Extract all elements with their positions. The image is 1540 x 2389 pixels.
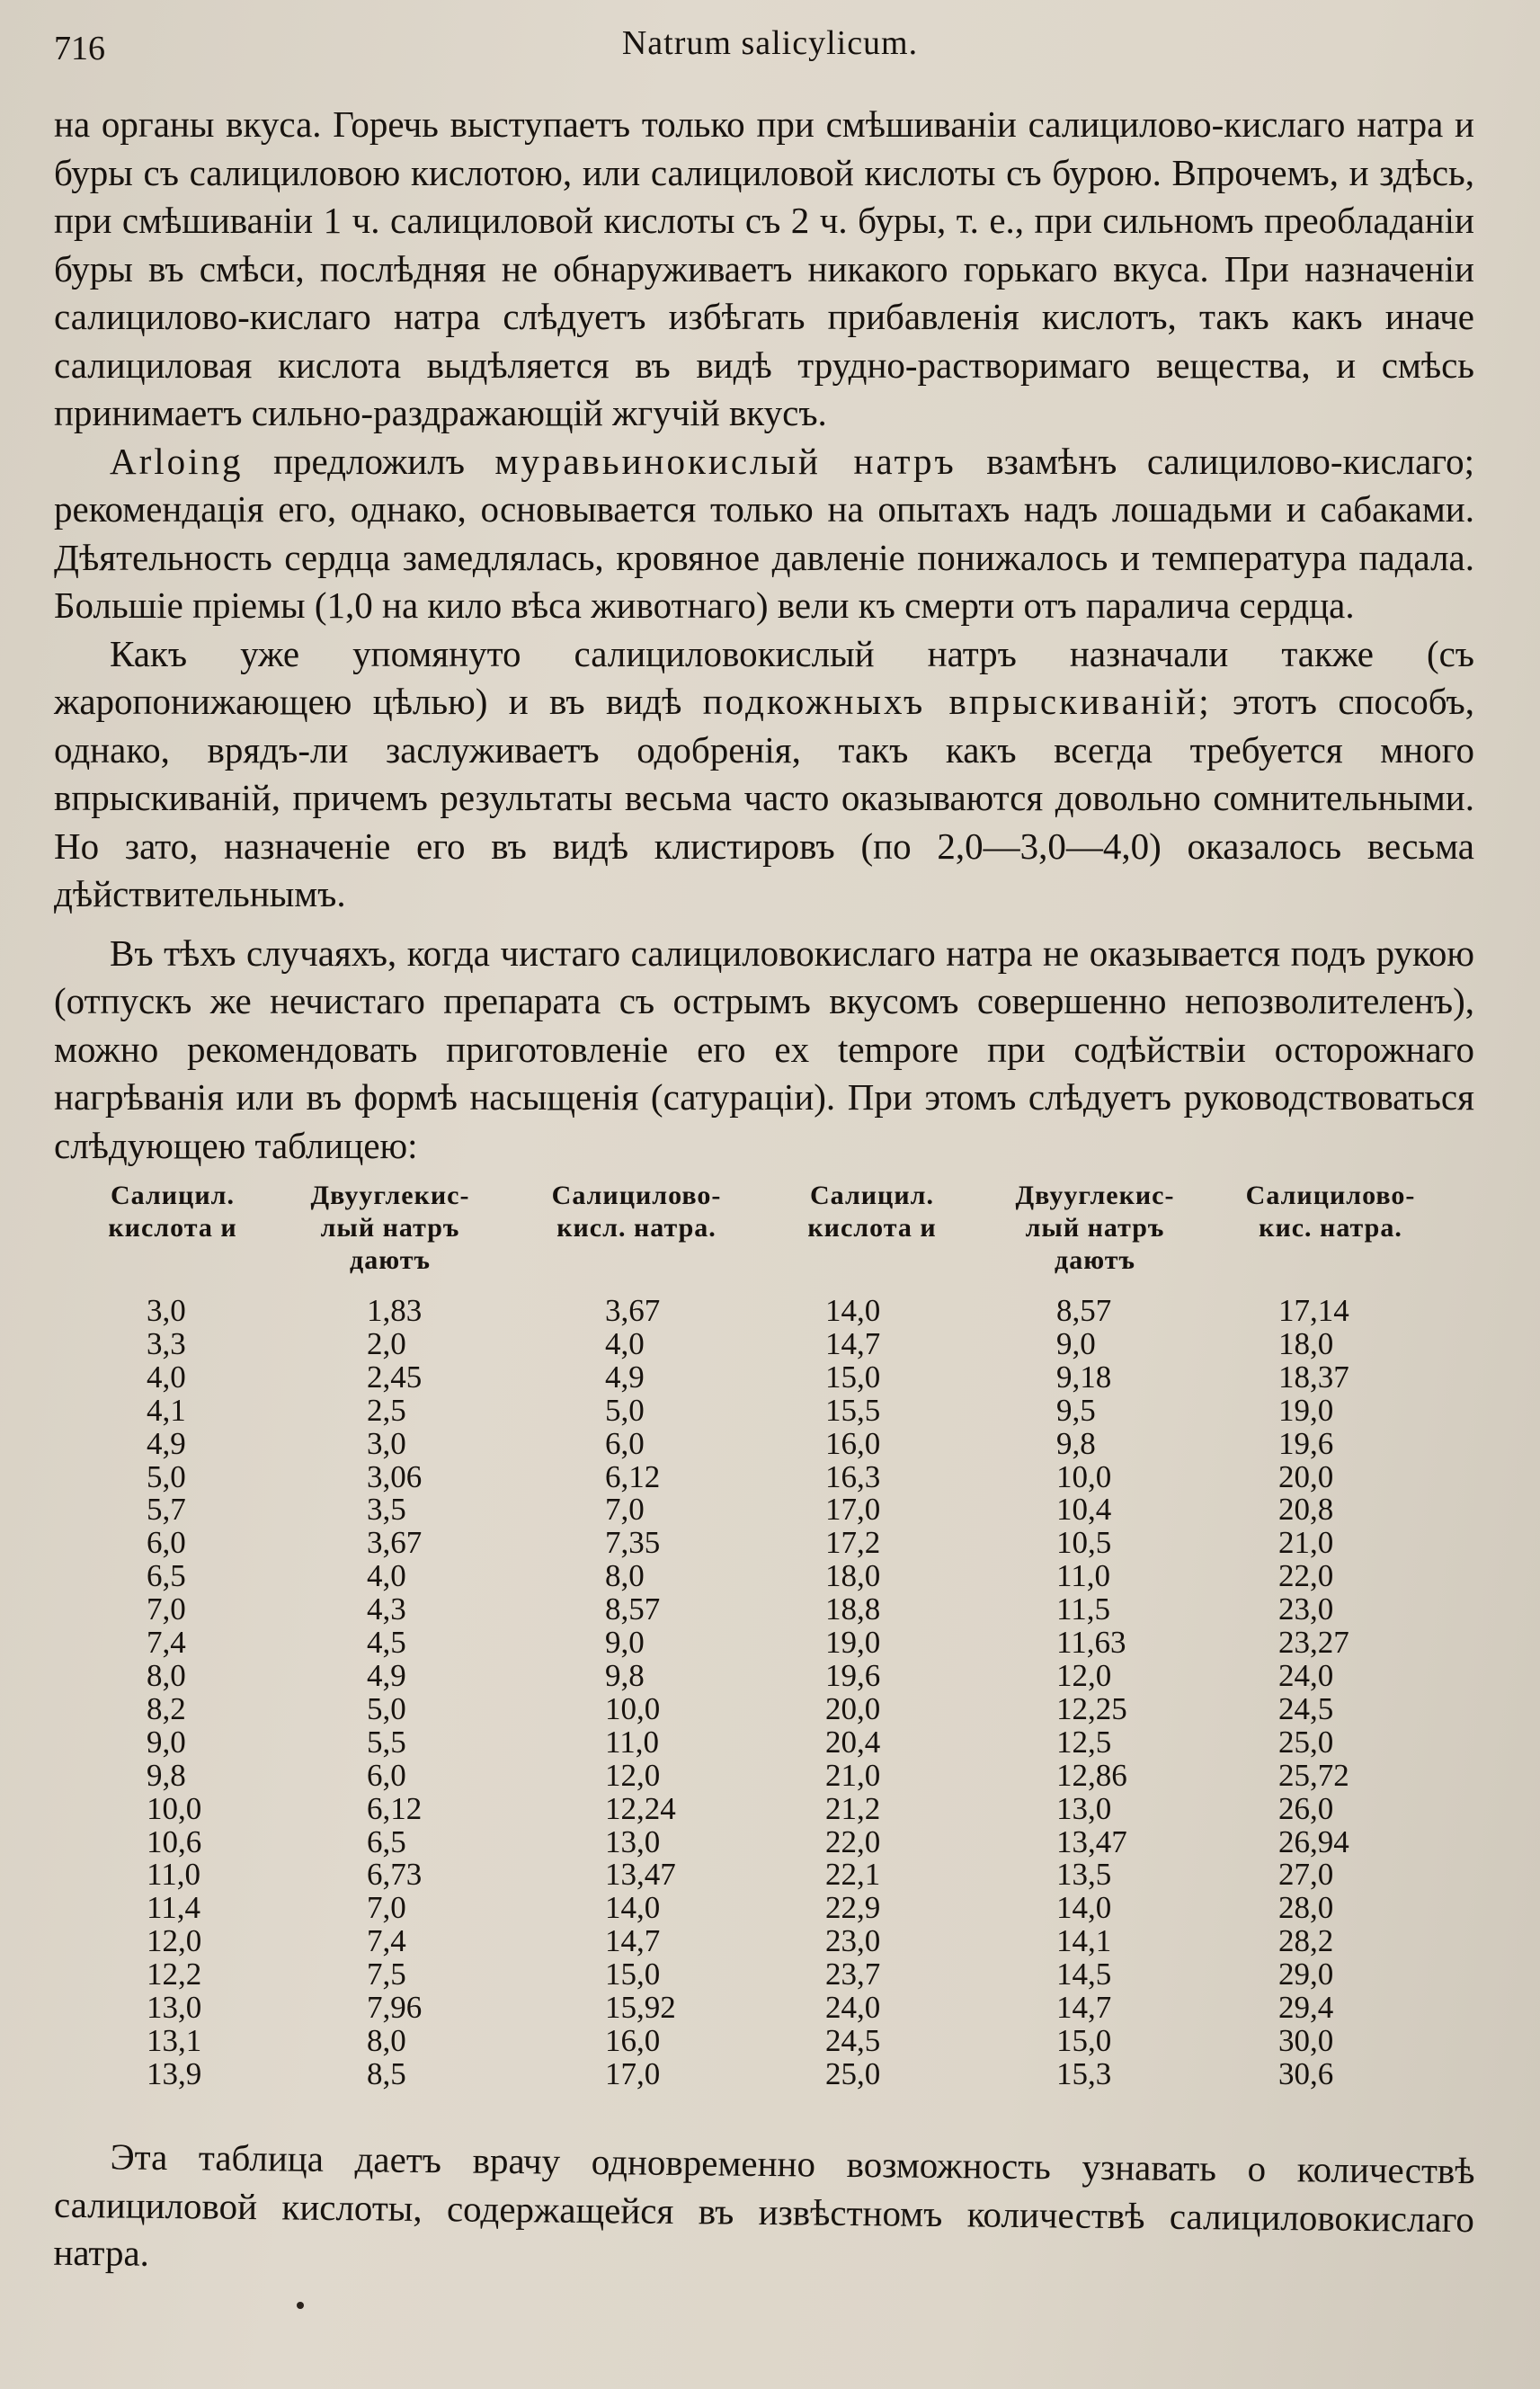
table-cell: 20,8 xyxy=(1278,1492,1334,1528)
table-cell: 4,9 xyxy=(367,1657,406,1693)
table-cell: 13,1 xyxy=(147,2022,202,2058)
table-cell: 23,7 xyxy=(825,1957,881,1992)
closing-text: Эта таблица даетъ врачу одновременно возможность узнавать о количествѣ салициловой кислоты, содержащейся въ извѣстномъ количествѣ салициловокислаго натра. xyxy=(53,2135,1475,2274)
table-cell: 11,63 xyxy=(1056,1625,1126,1661)
table-cell: 4,0 xyxy=(367,1558,406,1594)
conversion-table xyxy=(106,1180,1446,2106)
table-cell: 7,0 xyxy=(147,1591,186,1627)
table-cell: 28,2 xyxy=(1278,1923,1334,1959)
table-cell: 6,12 xyxy=(367,1790,423,1826)
table-cell: 13,5 xyxy=(1056,1857,1112,1893)
emphasized-term: подкожныхъ впрыскиванiй; xyxy=(702,681,1212,722)
table-cell: 17,2 xyxy=(825,1525,881,1561)
table-cell: 27,0 xyxy=(1278,1857,1334,1893)
table-cell: 13,0 xyxy=(605,1823,661,1859)
table-cell: 23,27 xyxy=(1278,1625,1349,1661)
table-cell: 6,0 xyxy=(605,1425,645,1461)
table-cell: 20,0 xyxy=(825,1690,881,1726)
table-cell: 15,3 xyxy=(1056,2055,1112,2091)
table-cell: 3,5 xyxy=(367,1492,406,1528)
table-cell: 14,0 xyxy=(825,1293,881,1328)
table-cell: 3,67 xyxy=(605,1293,661,1328)
table-cell: 16,0 xyxy=(605,2022,661,2058)
running-title: Natrum salicylicum. xyxy=(621,24,919,62)
table-cell: 2,0 xyxy=(367,1325,406,1361)
table-cell: 11,0 xyxy=(1056,1558,1110,1594)
column-header: Двууглекис- лый натръ даютъ xyxy=(310,1181,470,1275)
table-cell: 9,8 xyxy=(605,1657,645,1693)
table-cell: 30,6 xyxy=(1278,2055,1334,2091)
table-cell: 4,1 xyxy=(147,1392,186,1428)
table-cell: 7,0 xyxy=(367,1890,406,1926)
body-text xyxy=(54,101,1474,1170)
table-cell: 14,1 xyxy=(1056,1923,1112,1959)
table-cell: 5,0 xyxy=(147,1458,186,1494)
table-cell: 19,0 xyxy=(1278,1392,1334,1428)
ink-speck xyxy=(297,2302,304,2309)
table-cell: 15,5 xyxy=(825,1392,881,1428)
table-cell: 12,0 xyxy=(147,1923,202,1959)
table-cell: 7,35 xyxy=(605,1525,661,1561)
paragraph-2 xyxy=(54,438,1474,630)
table-cell: 24,0 xyxy=(1278,1657,1334,1693)
table-cell: 13,47 xyxy=(1056,1823,1127,1859)
table-cell: 11,5 xyxy=(1056,1591,1110,1627)
table-column xyxy=(147,1295,201,2091)
table-cell: 8,2 xyxy=(147,1690,186,1726)
table-cell: 24,0 xyxy=(825,1990,881,2026)
table-cell: 5,7 xyxy=(147,1492,186,1528)
table-cell: 10,4 xyxy=(1056,1492,1112,1528)
table-cell: 14,0 xyxy=(605,1890,661,1926)
table-cell: 24,5 xyxy=(1278,1690,1334,1726)
table-cell: 26,94 xyxy=(1278,1823,1349,1859)
table-cell: 16,0 xyxy=(825,1425,881,1461)
table-cell: 19,6 xyxy=(1278,1425,1334,1461)
table-cell: 2,5 xyxy=(367,1392,406,1428)
table-cell: 10,0 xyxy=(147,1790,202,1826)
table-cell: 13,47 xyxy=(605,1857,676,1893)
table-cell: 12,0 xyxy=(605,1757,661,1793)
table-cell: 14,7 xyxy=(1056,1990,1112,2026)
table-cell: 16,3 xyxy=(825,1458,881,1494)
table-cell: 6,5 xyxy=(367,1823,406,1859)
table-column xyxy=(1278,1295,1349,2091)
table-cell: 13,0 xyxy=(1056,1790,1112,1826)
table-cell: 21,0 xyxy=(1278,1525,1334,1561)
table-cell: 9,5 xyxy=(1056,1392,1096,1428)
paragraph-1: на органы вкуса. Горечь выступаетъ только при смѣшиванiи салицилово-кислаго натра и буры съ салициловою кислотою, или салициловой кислоты съ бурою. Впрочемъ, и здѣсь, при смѣшиванiи 1 ч. салициловой кислоты съ 2 ч. буры, т. е., при сильномъ преобладанiи буры въ смѣси, послѣдняя не обнаруживаетъ никакого горькаго вкуса. При назначенiи салицилово-кислаго натра слѣдуетъ избѣгать прибавленiя кислотъ, такъ какъ иначе салициловая кислота выдѣляется въ видѣ трудно-растворимаго вещества, и смѣсь принимаетъ сильно-раздражающiй жгучiй вкусъ. xyxy=(54,103,1474,433)
table-cell: 5,0 xyxy=(605,1392,645,1428)
table-cell: 9,0 xyxy=(1056,1325,1096,1361)
table-cell: 20,4 xyxy=(825,1724,881,1760)
table-cell: 11,0 xyxy=(147,1857,200,1893)
table-cell: 8,0 xyxy=(605,1558,645,1594)
table-cell: 19,0 xyxy=(825,1625,881,1661)
table-cell: 10,5 xyxy=(1056,1525,1112,1561)
table-cell: 26,0 xyxy=(1278,1790,1334,1826)
table-cell: 29,4 xyxy=(1278,1990,1334,2026)
column-header: Салицил. кислота и xyxy=(807,1181,937,1243)
table-cell: 23,0 xyxy=(825,1923,881,1959)
table-cell: 6,0 xyxy=(147,1525,186,1561)
table-cell: 24,5 xyxy=(825,2022,881,2058)
table-cell: 5,5 xyxy=(367,1724,406,1760)
table-cell: 18,0 xyxy=(825,1558,881,1594)
emphasized-term: муравьинокислый натръ xyxy=(494,440,957,482)
table-cell: 7,4 xyxy=(147,1625,186,1661)
table-column xyxy=(367,1295,422,2091)
table-cell: 3,0 xyxy=(147,1293,186,1328)
table-cell: 22,1 xyxy=(825,1857,881,1893)
page-header xyxy=(54,20,1486,74)
table-column xyxy=(825,1295,880,2091)
table-cell: 8,0 xyxy=(147,1657,186,1693)
table-cell: 15,0 xyxy=(605,1957,661,1992)
table-cell: 25,0 xyxy=(825,2055,881,2091)
column-header: Салицил. кислота и xyxy=(108,1181,237,1243)
table-cell: 25,0 xyxy=(1278,1724,1334,1760)
table-cell: 23,0 xyxy=(1278,1591,1334,1627)
table-cell: 29,0 xyxy=(1278,1957,1334,1992)
table-cell: 6,0 xyxy=(367,1757,406,1793)
author-name: Arloing xyxy=(110,440,244,482)
table-cell: 4,5 xyxy=(367,1625,406,1661)
table-cell: 19,6 xyxy=(825,1657,881,1693)
table-cell: 28,0 xyxy=(1278,1890,1334,1926)
column-header: Двууглекис- лый натръ даютъ xyxy=(1015,1181,1175,1275)
closing-paragraph xyxy=(53,2133,1475,2292)
table-cell: 7,4 xyxy=(367,1923,406,1959)
table-cell: 25,72 xyxy=(1278,1757,1349,1793)
table-cell: 4,9 xyxy=(605,1359,645,1395)
table-cell: 12,5 xyxy=(1056,1724,1112,1760)
table-cell: 3,3 xyxy=(147,1325,186,1361)
paragraph-4: Въ тѣхъ случаяхъ, когда чистаго салициловокислаго натра не оказывается подъ рукою (отпускъ же нечистаго препарата съ острымъ вкусомъ совершенно непозволителенъ), можно рекомендовать приготовленiе его ex tempore при содѣйствiи осторожнаго нагрѣванiя или въ формѣ насыщенiя (сатурацiи). При этомъ слѣдуетъ руководствоваться слѣдующею таблицею: xyxy=(54,932,1474,1166)
page-number: 716 xyxy=(54,30,105,67)
table-cell: 4,3 xyxy=(367,1591,406,1627)
table-cell: 21,0 xyxy=(825,1757,881,1793)
table-cell: 10,0 xyxy=(1056,1458,1112,1494)
table-cell: 14,0 xyxy=(1056,1890,1112,1926)
column-header: Салицилово- кисл. натра. xyxy=(551,1181,722,1243)
table-cell: 30,0 xyxy=(1278,2022,1334,2058)
table-cell: 13,9 xyxy=(147,2055,202,2091)
table-cell: 20,0 xyxy=(1278,1458,1334,1494)
table-cell: 12,2 xyxy=(147,1957,202,1992)
table-cell: 9,8 xyxy=(1056,1425,1096,1461)
table-cell: 9,8 xyxy=(147,1757,186,1793)
table-cell: 13,0 xyxy=(147,1990,202,2026)
table-cell: 17,14 xyxy=(1278,1293,1349,1328)
table-cell: 7,0 xyxy=(605,1492,645,1528)
table-cell: 8,57 xyxy=(1056,1293,1112,1328)
table-cell: 9,0 xyxy=(147,1724,186,1760)
table-cell: 8,57 xyxy=(605,1591,661,1627)
table-cell: 5,0 xyxy=(367,1690,406,1726)
table-cell: 8,0 xyxy=(367,2022,406,2058)
table-cell: 6,12 xyxy=(605,1458,661,1494)
table-cell: 11,0 xyxy=(605,1724,659,1760)
table-cell: 15,0 xyxy=(825,1359,881,1395)
table-cell: 3,67 xyxy=(367,1525,423,1561)
paragraph-2-rest: взамѣнъ салицилово-кислаго; рекомендацiя его, однако, основывается только на опытахъ надъ лошадьми и сабаками. Дѣятельность сердца замедлялась, кровяное давленiе понижалось и температура падала. Большiе прiемы (1,0 на кило вѣса животнаго) вели къ смерти отъ паралича сердца. xyxy=(54,440,1474,626)
table-cell: 15,0 xyxy=(1056,2022,1112,2058)
table-cell: 10,6 xyxy=(147,1823,202,1859)
table-cell: 14,7 xyxy=(825,1325,881,1361)
table-cell: 4,0 xyxy=(605,1325,645,1361)
table-cell: 12,0 xyxy=(1056,1657,1112,1693)
table-cell: 6,5 xyxy=(147,1558,186,1594)
table-cell: 2,45 xyxy=(367,1359,423,1395)
table-cell: 15,92 xyxy=(605,1990,676,2026)
table-cell: 12,24 xyxy=(605,1790,676,1826)
table-cell: 21,2 xyxy=(825,1790,881,1826)
table-cell: 4,0 xyxy=(147,1359,186,1395)
paragraph-2-start: предложилъ xyxy=(273,440,465,482)
table-cell: 14,7 xyxy=(605,1923,661,1959)
table-cell: 22,0 xyxy=(1278,1558,1334,1594)
paragraph-3-start: Какъ уже упомянуто салициловокислый натръ назначали также (съ жаропонижающею цѣлью) и въ видѣ xyxy=(54,632,1474,722)
table-cell: 10,0 xyxy=(605,1690,661,1726)
table-cell: 9,18 xyxy=(1056,1359,1112,1395)
table-cell: 17,0 xyxy=(605,2055,661,2091)
table-cell: 18,37 xyxy=(1278,1359,1349,1395)
table-cell: 12,86 xyxy=(1056,1757,1127,1793)
table-cell: 22,9 xyxy=(825,1890,881,1926)
table-cell: 1,83 xyxy=(367,1293,423,1328)
table-column xyxy=(605,1295,676,2091)
table-cell: 3,0 xyxy=(367,1425,406,1461)
table-cell: 4,9 xyxy=(147,1425,186,1461)
table-cell: 9,0 xyxy=(605,1625,645,1661)
table-cell: 7,5 xyxy=(367,1957,406,1992)
table-cell: 8,5 xyxy=(367,2055,406,2091)
paragraph-3 xyxy=(54,630,1474,919)
table-cell: 6,73 xyxy=(367,1857,423,1893)
table-column xyxy=(1056,1295,1127,2091)
table-cell: 17,0 xyxy=(825,1492,881,1528)
table-cell: 11,4 xyxy=(147,1890,200,1926)
table-cell: 18,8 xyxy=(825,1591,881,1627)
table-cell: 7,96 xyxy=(367,1990,423,2026)
table-cell: 22,0 xyxy=(825,1823,881,1859)
paragraph-3-rest: этотъ способъ, однако, врядъ-ли заслуживаетъ одобренiя, такъ какъ всегда требуется много впрыскиванiй, причемъ результаты весьма часто оказываются довольно сомнительными. Но зато, назначенiе его въ видѣ клистировъ (по 2,0—3,0—4,0) оказалось весьма дѣйствительнымъ. xyxy=(54,681,1475,914)
table-cell: 18,0 xyxy=(1278,1325,1334,1361)
table-cell: 3,06 xyxy=(367,1458,423,1494)
table-cell: 14,5 xyxy=(1056,1957,1112,1992)
column-header: Салицилово- кис. натра. xyxy=(1245,1181,1416,1243)
table-cell: 12,25 xyxy=(1056,1690,1127,1726)
